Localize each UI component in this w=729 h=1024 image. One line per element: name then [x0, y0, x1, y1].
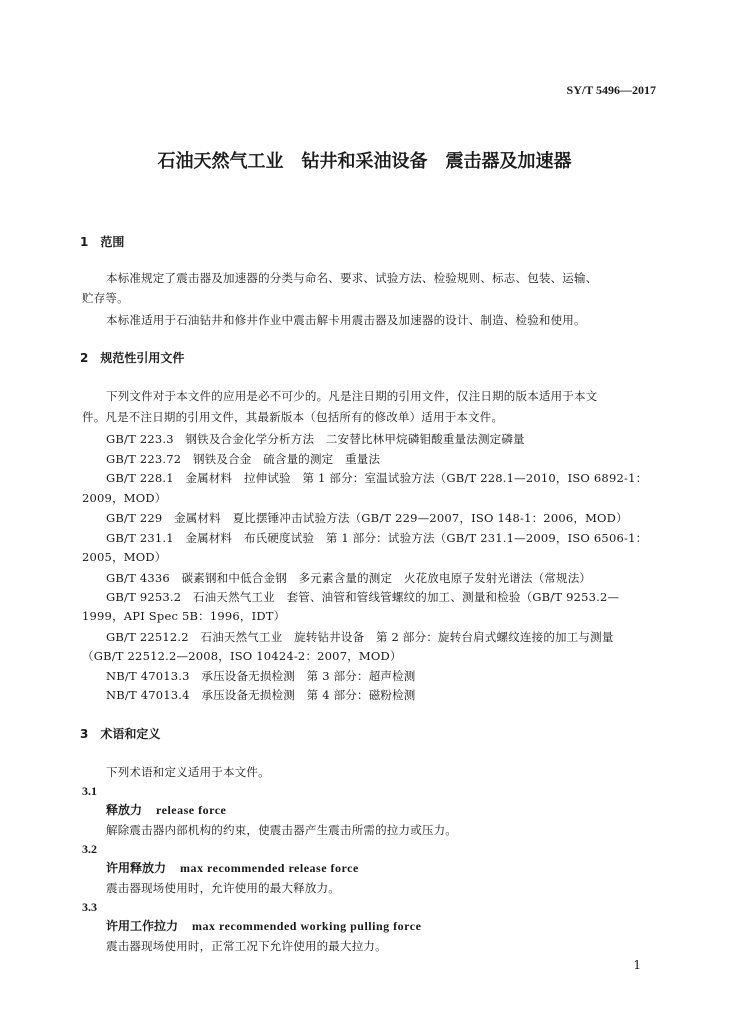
section-3-heading: 3 术语和定义 — [80, 727, 161, 741]
term-number: 3.2 — [82, 842, 97, 856]
reference-item: GB/T 223.72 钢铁及合金 硫含量的测定 重量法 — [106, 452, 381, 466]
standard-number: SY/T 5496—2017 — [566, 83, 656, 97]
term-name-en: release force — [156, 803, 227, 817]
reference-item-continuation: （GB/T 22512.2—2008，ISO 10424-2：2007，MOD） — [82, 649, 402, 663]
reference-item-continuation: 1999，API Spec 5B：1996，IDT） — [82, 609, 286, 623]
scope-paragraph-1-line-2: 贮存等。 — [82, 291, 129, 305]
term-name-zh: 许用工作拉力 — [106, 919, 179, 933]
reference-item: GB/T 4336 碳素钢和中低合金钢 多元素含量的测定 火花放电原子发射光谱法（常规法） — [106, 571, 592, 585]
term-name — [106, 918, 421, 934]
reference-item: NB/T 47013.3 承压设备无损检测 第 3 部分：超声检测 — [106, 669, 416, 683]
term-name-zh: 许用释放力 — [106, 861, 167, 875]
reference-item: GB/T 22512.2 石油天然气工业 旋转钻井设备 第 2 部分：旋转台肩式螺纹连接的加工与测量 — [106, 630, 614, 644]
term-definition: 震击器现场使用时，正常工况下允许使用的最大拉力。 — [106, 939, 387, 953]
term-name — [106, 802, 226, 818]
term-definition: 震击器现场使用时，允许使用的最大释放力。 — [106, 881, 340, 895]
term-name-zh: 释放力 — [106, 803, 143, 817]
scope-paragraph-2: 本标准适用于石油钻井和修井作业中震击解卡用震击器及加速器的设计、制造、检验和使用。 — [106, 313, 586, 327]
reference-item: GB/T 231.1 金属材料 布氏硬度试验 第 1 部分：试验方法（GB/T 231.1—2009，ISO 6506-1： — [106, 531, 648, 545]
section-1-heading: 1 范围 — [80, 235, 125, 249]
term-name-en: max recommended release force — [180, 861, 359, 875]
references-intro-line-2: 件。凡是不注日期的引用文件，其最新版本（包括所有的修改单）适用于本文件。 — [82, 410, 504, 424]
reference-item: GB/T 228.1 金属材料 拉伸试验 第 1 部分：室温试验方法（GB/T 228.1—2010，ISO 6892-1： — [106, 471, 648, 485]
reference-item-continuation: 2005，MOD） — [82, 550, 167, 564]
document-title: 石油天然气工业 钻井和采油设备 震击器及加速器 — [157, 151, 572, 172]
references-intro-line-1: 下列文件对于本文件的应用是必不可少的。凡是注日期的引用文件，仅注日期的版本适用于本文 — [106, 389, 598, 403]
scope-paragraph-1-line-1: 本标准规定了震击器及加速器的分类与命名、要求、试验方法、检验规则、标志、包装、运输、 — [106, 271, 598, 285]
term-definition: 解除震击器内部机构的约束，使震击器产生震击所需的拉力或压力。 — [106, 823, 457, 837]
page-number: 1 — [633, 958, 641, 972]
terms-intro: 下列术语和定义适用于本文件。 — [106, 765, 270, 779]
term-name — [106, 860, 359, 876]
reference-item: GB/T 9253.2 石油天然气工业 套管、油管和管线管螺纹的加工、测量和检验（GB/T 9253.2— — [106, 590, 620, 604]
reference-item: GB/T 223.3 钢铁及合金化学分析方法 二安替比林甲烷磷钼酸重量法测定磷量 — [106, 432, 525, 446]
term-number: 3.1 — [82, 784, 97, 798]
reference-item: GB/T 229 金属材料 夏比摆锤冲击试验方法（GB/T 229—2007，ISO 148-1：2006，MOD） — [106, 511, 628, 525]
term-number: 3.3 — [82, 900, 97, 914]
section-2-heading: 2 规范性引用文件 — [80, 351, 185, 365]
reference-item: NB/T 47013.4 承压设备无损检测 第 4 部分：磁粉检测 — [106, 688, 416, 702]
reference-item-continuation: 2009，MOD） — [82, 491, 167, 505]
term-name-en: max recommended working pulling force — [192, 919, 422, 933]
